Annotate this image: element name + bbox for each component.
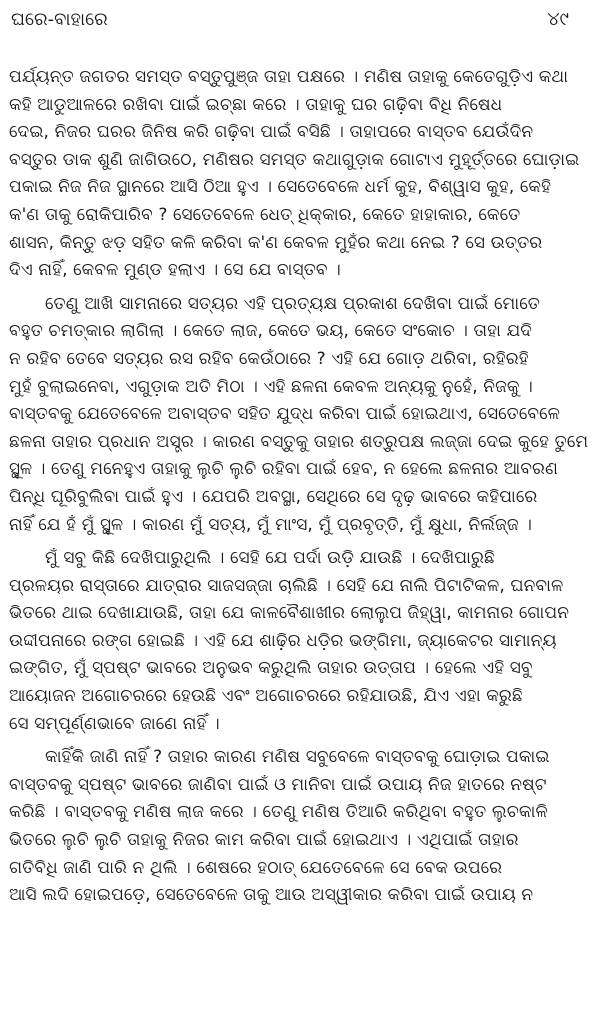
body-text [9,64,591,910]
text-line: ପ୍ରଳୟର ରାସ୍ତାରେ ଯାତ୍ରାର ସାଜସଜ୍ଜା ଚାଲିଛି । ସେହି ଯେ ନାଲି ପିଟାଟିକଳ, ଘନବାଳ [9,575,564,596]
paragraph [9,64,591,285]
text-line: ଆୟୋଜନ ଅଗୋଚରରେ ହେଉଛି ଏବଂ ଅଗୋଚରରେ ରହିଯାଉଛି, ଯିଏ ଏହା କରୁଛି [9,686,523,707]
text-line: ପର୍ଯ୍ୟନ୍ତ ଜଗତର ସମସ୍ତ ବସ୍ତୁପୁଞ୍ଜ ତାହା ପକ୍ଷରେ । ମଣିଷ ତାହାକୁ କେତେଗୁଡ଼ିଏ କଥା [9,67,569,87]
text-line: କ'ଣ ତାକୁ ରୋକିପାରିବ ? ସେତେବେଳେ ଧେତ୍ ଧିକ୍କାର, କେତେ ହାହାକାର, କେତେ [9,204,521,225]
text-line: ସେ ସମ୍ପୂର୍ଣ୍ଣଭାବେ ଜାଣେ ନାହିଁ । [9,713,220,734]
text-line: ଦେଇ, ନିଜର ଘରର ଜିନିଷ କରି ଗଢ଼ିବା ପାଇଁ ବସିଛି । ତାହାପରେ ବାସ୍ତବ ଯେଉଁଦିନ [9,122,534,143]
paragraph [9,545,591,738]
text-line: ଦିଏ ନାହିଁ, କେବଳ ମୁଣ୍ଡ ହଲାଏ । ସେ ଯେ ବାସ୍ତବ । [9,260,341,281]
text-line: କାହିଁକି ଜାଣି ନାହିଁ ? ତାହାର କାରଣ ମଣିଷ ସବୁବେଳେ ବାସ୍ତବକୁ ଘୋଡ଼ାଇ ପକାଇ [45,747,550,768]
page-number: ୪୯ [547,8,569,30]
text-line: ବାସ୍ତବକୁ ଯେତେବେଳେ ଅବାସ୍ତବ ସହିତ ଯୁଦ୍ଧ କରିବା ପାଇଁ ହୋଇଥାଏ, ସେତେବେଳେ [9,404,560,425]
text-line: ବାସ୍ତବକୁ ସ୍ପଷ୍ଟ ଭାବରେ ଜାଣିବା ପାଇଁ ଓ ମାନିବା ପାଇଁ ଉପାୟ ନିଜ ହାତରେ ନଷ୍ଟ [9,774,547,795]
text-line: ତେଣୁ ଆଖି ସାମନାରେ ସତ୍ୟର ଏହି ପ୍ରତ୍ୟକ୍ଷ ପ୍ରକାଶ ଦେଖିବା ପାଇଁ ମୋତେ [45,293,540,314]
text-line: ପିନ୍ଧି ଘୂରିବୁଲିବା ପାଇଁ ହୁଏ । ଯେପରି ଅବସ୍ଥା, ସେଥିରେ ସେ ଦୃଢ଼ ଭାବରେ କହିପାରେ [9,486,538,507]
text-line: ସ୍ଥୂଳ । ତେଣୁ ମନେହୁଏ ତାହାକୁ ଲୁଚି ଲୁଚି ରହିବା ପାଇଁ ହେବ, ନ ହେଲେ ଛଳନାର ଆବରଣ [9,459,558,480]
text-line: ମୁହଁ ବୁଲାଇନେବା, ଏଗୁଡ଼ାକ ଅତି ମିଠା । ଏହି ଛଳନା କେବଳ ଅନ୍ୟକୁ ନୁହେଁ, ନିଜକୁ । [9,376,533,397]
text-line: ଭିତରେ ଥାଇ ଦେଖାଯାଉଛି, ତାହା ଯେ କାଳବୈଶାଖୀର ଲୋଲୁପ ଜିହ୍ୱା, କାମନାର ଗୋପନ [9,603,570,624]
text-line: ଗତିବିଧି ଜାଣି ପାରି ନ ଥିଲି । ଶେଷରେ ହଠାତ୍ ଯେତେବେଳେ ସେ ବେକ ଉପରେ [9,857,503,878]
text-line: ନାହିଁ ଯେ ହଁ ମୁଁ ସ୍ଥୂଳ । କାରଣ ମୁଁ ସତ୍ୟ, ମୁଁ ମାଂସ, ମୁଁ ପ୍ରବୃତ୍ତି, ମୁଁ କ୍ଷୁଧା, ନିର୍ଲଜ୍ଜ । [9,514,533,535]
paragraph [9,744,591,910]
text-line: ବସ୍ତୁର ଡାକ ଶୁଣି ଜାଗିଉଠେ, ମଣିଷର ସମସ୍ତ କଥାଗୁଡ଼ାକ ଗୋଟାଏ ମୁହୂର୍ତ୍ତରେ ଘୋଡ଼ାଇ [9,149,580,170]
text-line: ଇଙ୍ଗିତ, ମୁଁ ସ୍ପଷ୍ଟ ଭାବରେ ଅନୁଭବ କରୁଥିଲି ତାହାର ଉତ୍ତାପ । ହେଲେ ଏହି ସବୁ [9,658,533,679]
text-line: ଛଳନା ତାହାର ପ୍ରଧାନ ଅସ୍ତ୍ର । କାରଣ ବସ୍ତୁକୁ ତାହାର ଶତ୍ରୁପକ୍ଷ ଲଜ୍ଜା ଦେଇ କୁହେ ତୁମେ [9,431,589,452]
text-line: ଆସି ଲଦି ହୋଇପଡ଼େ, ସେତେବେଳେ ତାକୁ ଆଉ ଅସ୍ୱୀକାର କରିବା ପାଇଁ ଉପାୟ ନ [9,885,534,906]
text-line: ପକାଇ ନିଜ ନିଜ ସ୍ଥାନରେ ଆସି ଠିଆ ହୁଏ । ସେତେବେଳେ ଧର୍ମ କୁହ, ବିଶ୍ୱାସ କୁହ, କେହି [9,177,552,198]
text-line: ଶାସନ, କିନ୍ତୁ ଝଡ଼ ସହିତ କଳି କରିବା କ'ଣ କେବଳ ମୁହଁର କଥା ନେଇ ? ସେ ଉତ୍ତର [9,232,543,253]
text-line: ନ ରହିବ ତେବେ ସତ୍ୟର ରସ ରହିବ କେଉଁଠାରେ ? ଏହି ଯେ ଗୋଡ଼ ଥରିବା, ରହିରହି [9,348,529,369]
text-line: କରିଛି । ବାସ୍ତବକୁ ମଣିଷ ଲାଜ କରେ । ତେଣୁ ମଣିଷ ତିଆରି କରିଥିବା ବହୁତ ଲୁଚକାଳି [9,802,548,823]
text-line: କହି ଆଡୁଆଳରେ ରଖିବା ପାଇଁ ଇଚ୍ଛା କରେ । ତାହାକୁ ଘର ଗଢ଼ିବା ବିଧି ନିଷେଧ [9,94,503,115]
running-title: ଘରେ-ବାହାରେ [11,9,108,30]
running-header [9,6,591,40]
text-line: ଭିତରେ ଲୁଚି ଲୁଚି ତାହାକୁ ନିଜର କାମ କରିବା ପାଇଁ ହୋଇଥାଏ । ଏଥିପାଇଁ ତାହାର [9,830,519,851]
paragraph [9,291,591,539]
text-line: ଉଦ୍ଦୀପନାରେ ରଙ୍ଗ ହୋଇଛି । ଏହି ଯେ ଶାଢ଼ିର ଧଡ଼ିର ଭଙ୍ଗିମା, ଜ୍ୟାକେଟର ସାମାନ୍ୟ [9,630,557,651]
text-line: ବହୁତ ଚମତ୍କାର ଲାଗିଲା । କେତେ ଲାଜ, କେତେ ଭୟ, କେତେ ସଂକୋଚ । ତାହା ଯଦି [9,321,533,342]
text-line: ମୁଁ ସବୁ କିଛି ଦେଖିପାରୁଥିଲି । ସେହି ଯେ ପର୍ଦା ଉଡ଼ି ଯାଉଛି । ଦେଖିପାରୁଛି [45,548,495,569]
